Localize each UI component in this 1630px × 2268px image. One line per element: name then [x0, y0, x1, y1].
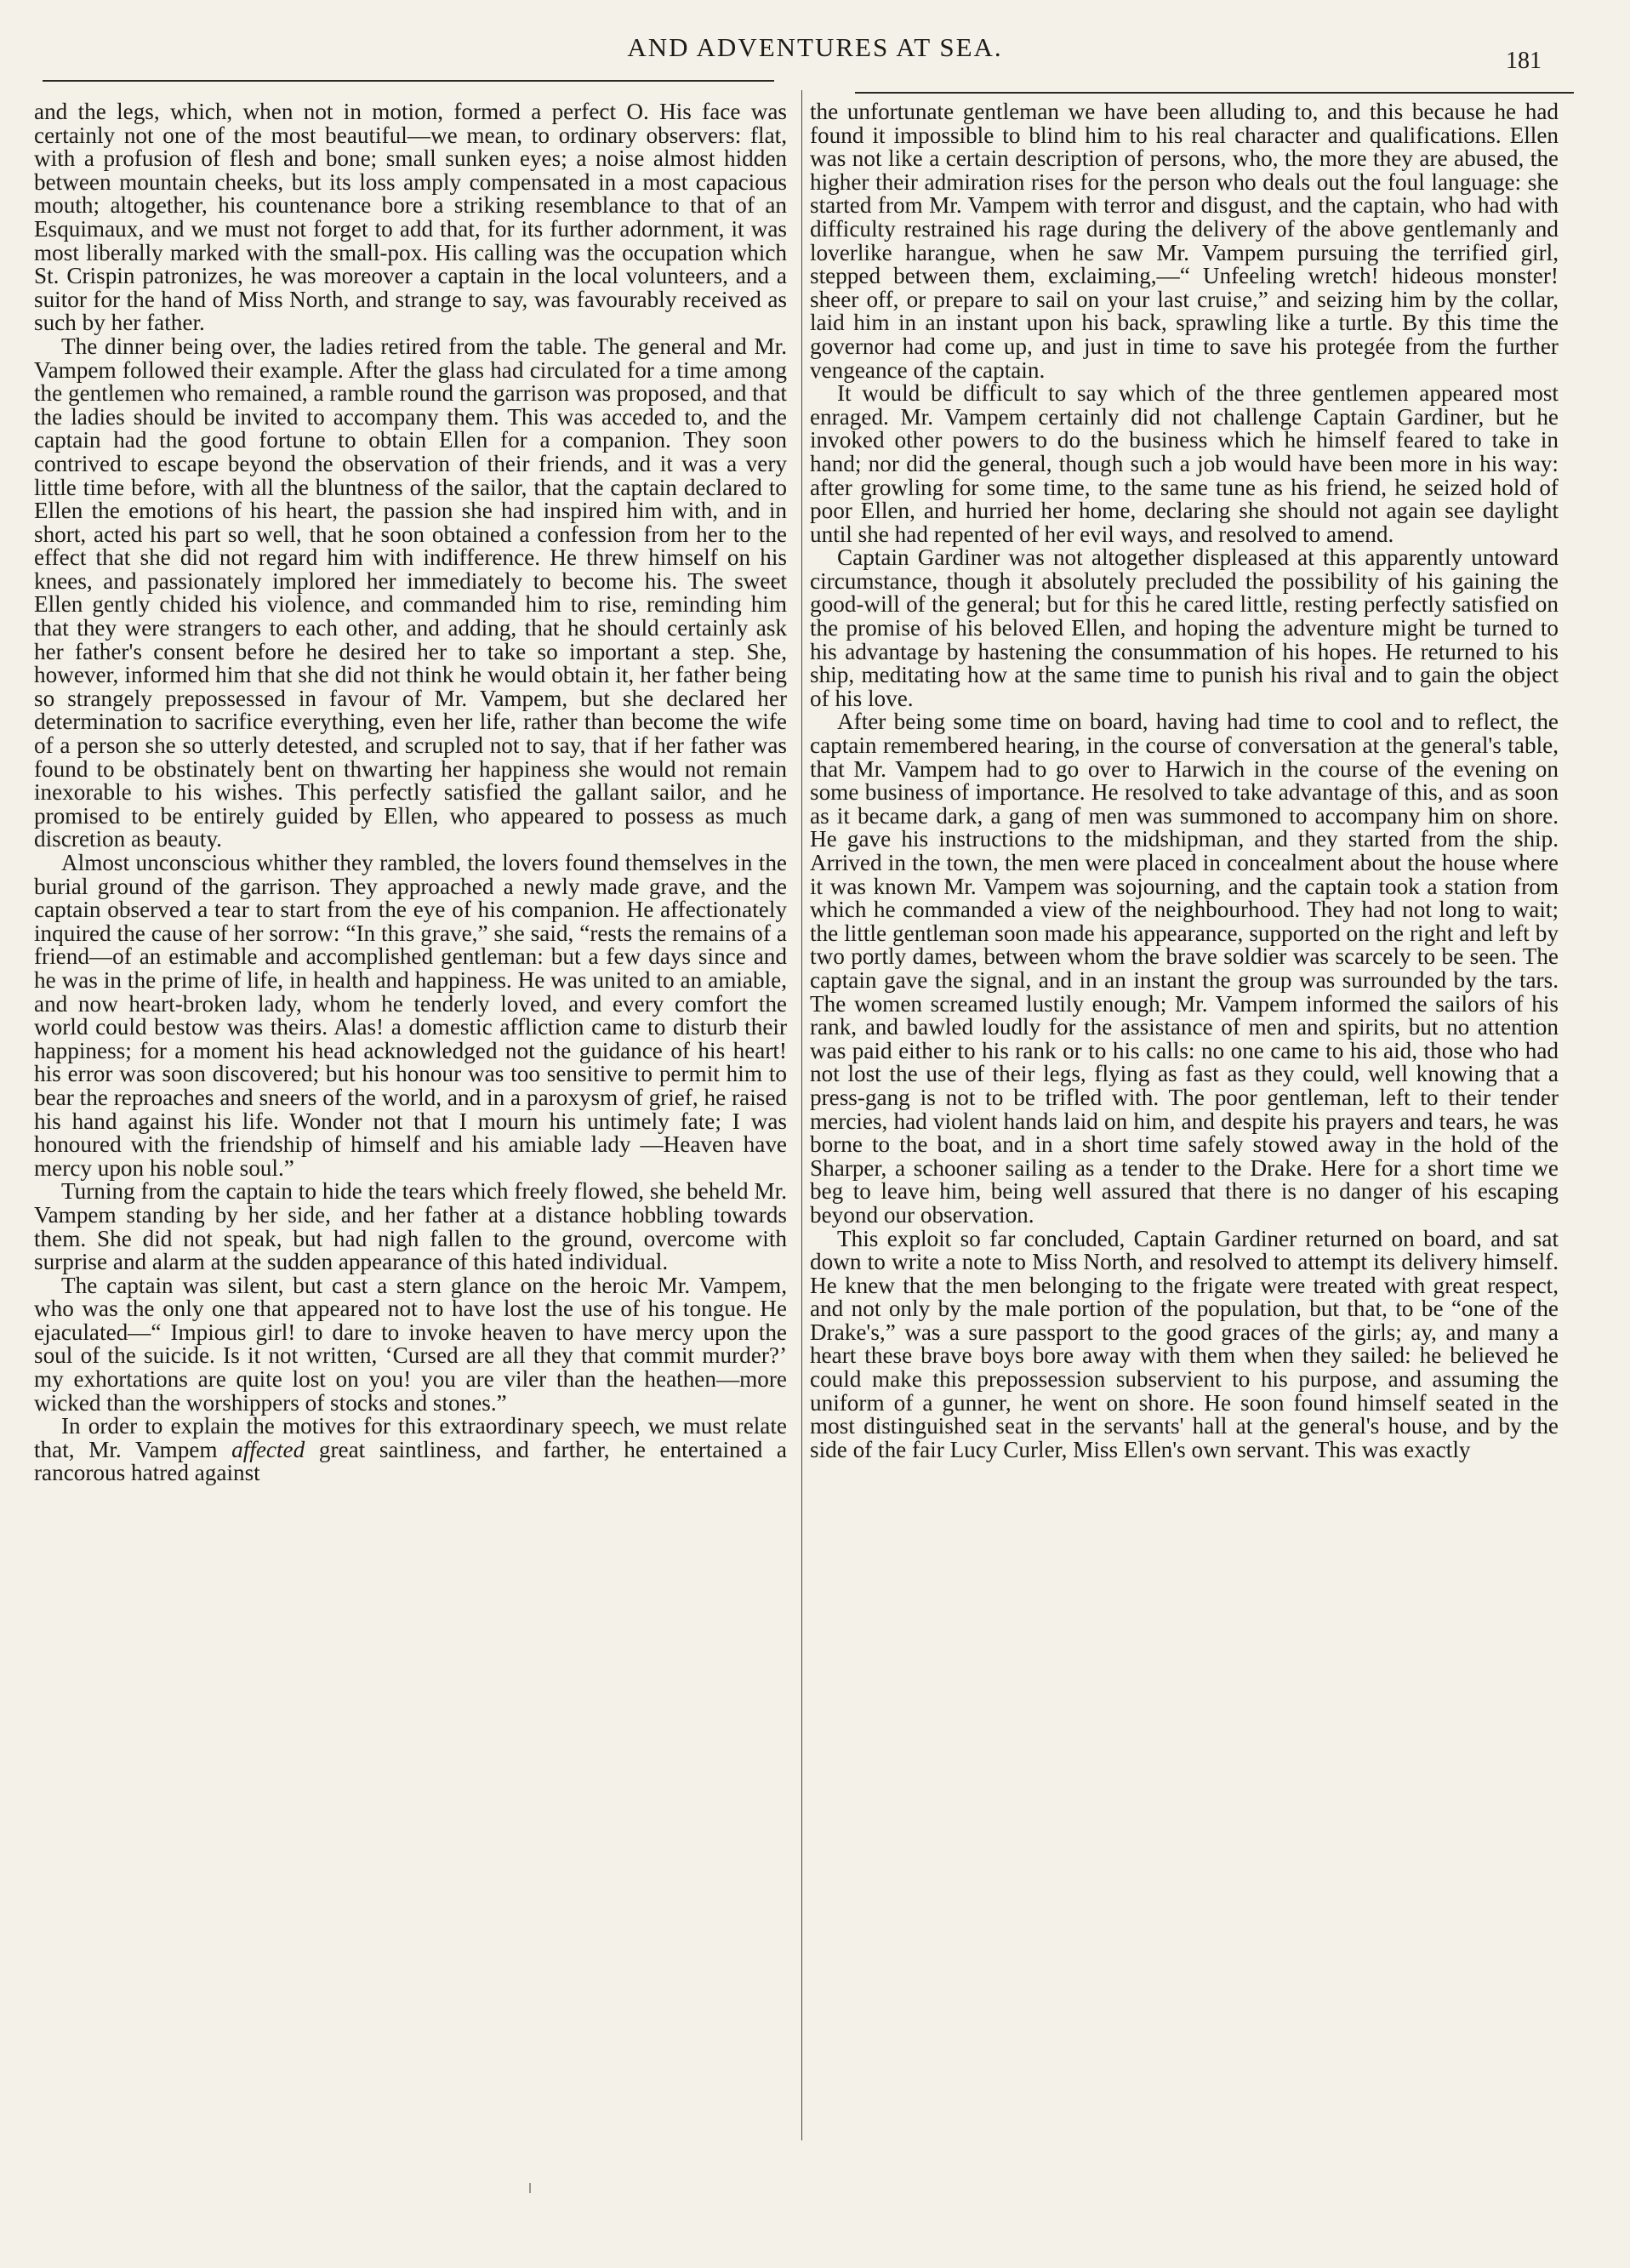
ink-mark: [529, 2183, 531, 2193]
paragraph: This exploit so far concluded, Captain Gardiner returned on board, and sat down to write a note to Miss North, and resolved to attempt its delivery himself. He knew that the men belonging to the frigate were treated with great respect, and not only by the male portion of the population, but that, to be “one of the Drake's,” was a sure passport to the good graces of the girls; ay, and many a heart these brave boys bore away with them when they sailed: he believed he could make this prepossession subservient to his purpose, and assuming the uniform of a gunner, he went on shore. He soon found himself seated in the most distinguished seat in the servants' hall at the general's house, and by the side of the fair Lucy Curler, Miss Ellen's own servant. This was exactly: [810, 1225, 1559, 1462]
paragraph-text: great saintliness, and farther, he entertained a rancorous hatred against: [34, 1436, 787, 1486]
italic-word: affected: [231, 1436, 305, 1462]
paragraph: The dinner being over, the ladies retired from the table. The general and Mr. Vampem followed their example. After the glass had circulated for a time among the gentlemen who remained, a ramble round the garrison was proposed, and that the ladies should be invited to accompany them. This was acceded to, and the captain had the good fortune to obtain Ellen for a companion. They soon contrived to escape beyond the observation of their friends, and it was a very little time before, with all the bluntness of the sailor, that the captain declared to Ellen the emotions of his heart, the passion she had inspired him with, and in short, acted his part so well, that he soon obtained a confession from her to the effect that she did not regard him with indifference. He threw himself on his knees, and passionately implored her immediately to become his. The sweet Ellen gently chided his violence, and commanded him to rise, reminding him that they were strangers to each other, and adding, that he should certainly ask her father's consent before he desired her to take so important a step. She, however, informed him that she did not think he would obtain it, her father being so strangely prepossessed in favour of Mr. Vampem, but she declared her determination to sacrifice everything, even her life, rather than become the wife of a person she so utterly detested, and scrupled not to say, that if her father was found to be obstinately bent on thwarting her happiness she would not remain inexorable to his wishes. This perfectly satisfied the gallant sailor, and he promised to be entirely guided by Ellen, who appeared to possess as much discretion as beauty.: [34, 333, 787, 852]
paragraph-text: In order to explain the motives for this extraordinary speech, we must relate that, Mr. Vampem: [34, 1413, 787, 1462]
paragraph: After being some time on board, having had time to cool and to reflect, the captain remembered hearing, in the course of conversation at the general's table, that Mr. Vampem had to go over to Harwich in the course of the evening on some business of importance. He resolved to take advantage of this, and as soon as it became dark, a gang of men was summoned to accompany him on shore. He gave his instructions to the midshipman, and they started from the ship. Arrived in the town, the men were placed in concealment about the house where it was known Mr. Vampem was sojourning, and the captain took a station from which he commanded a view of the neighbourhood. They had not long to wait; the little gentleman soon made his appearance, supported on the right and left by two portly dames, between whom the brave soldier was scarcely to be seen. The captain gave the signal, and in an instant the group was surrounded by the tars. The women screamed lustily enough; Mr. Vampem informed the sailors of his rank, and bawled loudly for the assistance of men and spirits, but no attention was paid either to his rank or to his calls: no one came to his aid, those who had not lost the use of their legs, flying as fast as they could, well knowing that a press-gang is not to be trifled with. The poor gentleman, left to their tender mercies, had violent hands laid on him, and despite his prayers and tears, he was borne to the boat, and in a short time safely stowed away in the hold of the Sharper, a schooner sailing as a tender to the Drake. Here for a short time we beg to leave him, being well assured that there is no danger of his escaping beyond our observation.: [810, 709, 1559, 1228]
paragraph: Almost unconscious whither they rambled, the lovers found themselves in the burial ground of the garrison. They approached a newly made grave, and the captain observed a tear to start from the eye of his companion. He affectionately inquired the cause of her sorrow: “In this grave,” she said, “rests the remains of a friend—of an estimable and accomplished gentleman: but a few days since and he was in the prime of life, in health and happiness. He was united to an amiable, and now heart-broken lady, whom he tenderly loved, and every comfort the world could bestow was theirs. Alas! a domestic affliction came to disturb their happiness; for a moment his head acknowledged not the guidance of his heart! his error was soon discovered; but his honour was too sensitive to permit him to bear the reproaches and sneers of the world, and in a paroxysm of grief, he raised his hand against his life. Wonder not that I mourn his untimely fate; I was honoured with the friendship of himself and his amiable lady —Heaven have mercy upon his noble soul.”: [34, 850, 787, 1181]
paragraph: The captain was silent, but cast a stern glance on the heroic Mr. Vampem, who was the only one that appeared not to have lost the use of his tongue. He ejaculated—“ Impious girl! to dare to invoke heaven to have mercy upon the soul of the suicide. Is it not written, ‘Cursed are all they that commit murder?’ my exhortations are quite lost on you! you are viler than the heathen—more wicked than the worshippers of stocks and stones.”: [34, 1272, 787, 1416]
header-rule-left: [43, 80, 774, 82]
left-column: [34, 100, 787, 1485]
page-number: 181: [1506, 48, 1542, 74]
paragraph: Turning from the captain to hide the tears which freely flowed, she beheld Mr. Vampem standing by her side, and her father at a distance hobbling towards them. She did not speak, but had nigh fallen to the ground, overcome with surprise and alarm at the sudden appearance of this hated individual.: [34, 1178, 787, 1275]
paragraph: [34, 1415, 787, 1485]
paragraph: and the legs, which, when not in motion, formed a perfect O. His face was certainly not one of the most beautiful—we mean, to ordinary observers: flat, with a profusion of flesh and bone; small sunken eyes; a noise almost hidden between mountain cheeks, but its loss amply compensated in a most capacious mouth; altogether, his countenance bore a striking resemblance to that of an Esquimaux, and we must not forget to add that, for its further adornment, it was most liberally marked with the small-pox. His calling was the occupation which St. Crispin patronizes, he was moreover a captain in the local volunteers, and a suitor for the hand of Miss North, and strange to say, was favourably received as such by her father.: [34, 99, 787, 336]
paragraph: the unfortunate gentleman we have been alluding to, and this because he had found it impossible to blind him to his real character and qualifications. Ellen was not like a certain description of persons, who, the more they are abused, the higher their admiration rises for the person who deals out the foul language: she started from Mr. Vampem with terror and disgust, and the captain, who had with difficulty restrained his rage during the delivery of the above gentlemanly and loverlike harangue, when he saw Mr. Vampem pursuing the terrified girl, stepped between them, exclaiming,—“ Unfeeling wretch! hideous monster! sheer off, or prepare to sail on your last cruise,” and seizing him by the collar, laid him in an instant upon his back, sprawling like a turtle. By this time the governor had come up, and just in time to save his protegée from the further vengeance of the captain.: [810, 99, 1559, 383]
paragraph: It would be difficult to say which of the three gentlemen appeared most enraged. Mr. Vampem certainly did not challenge Captain Gardiner, but he invoked other powers to do the business which he himself feared to take in hand; nor did the general, though such a job would have been more in his way: after growling for some time, to the same tune as his friend, he seized hold of poor Ellen, and hurried her home, declaring she should not again see daylight until she had repented of her evil ways, and resolved to amend.: [810, 380, 1559, 547]
column-divider: [801, 90, 802, 2140]
header-rule-right: [855, 92, 1574, 94]
right-column: [810, 100, 1559, 1462]
running-head: AND ADVENTURES AT SEA.: [627, 32, 1003, 62]
paragraph: Captain Gardiner was not altogether displeased at this apparently untoward circumstance, though it absolutely precluded the possibility of his gaining the good-will of the general; but for this he cared little, resting perfectly satisfied on the promise of his beloved Ellen, and hoping the adventure might be turned to his advantage by hastening the consummation of his hopes. He returned to his ship, meditating how at the same time to punish his rival and to gain the object of his love.: [810, 544, 1559, 711]
